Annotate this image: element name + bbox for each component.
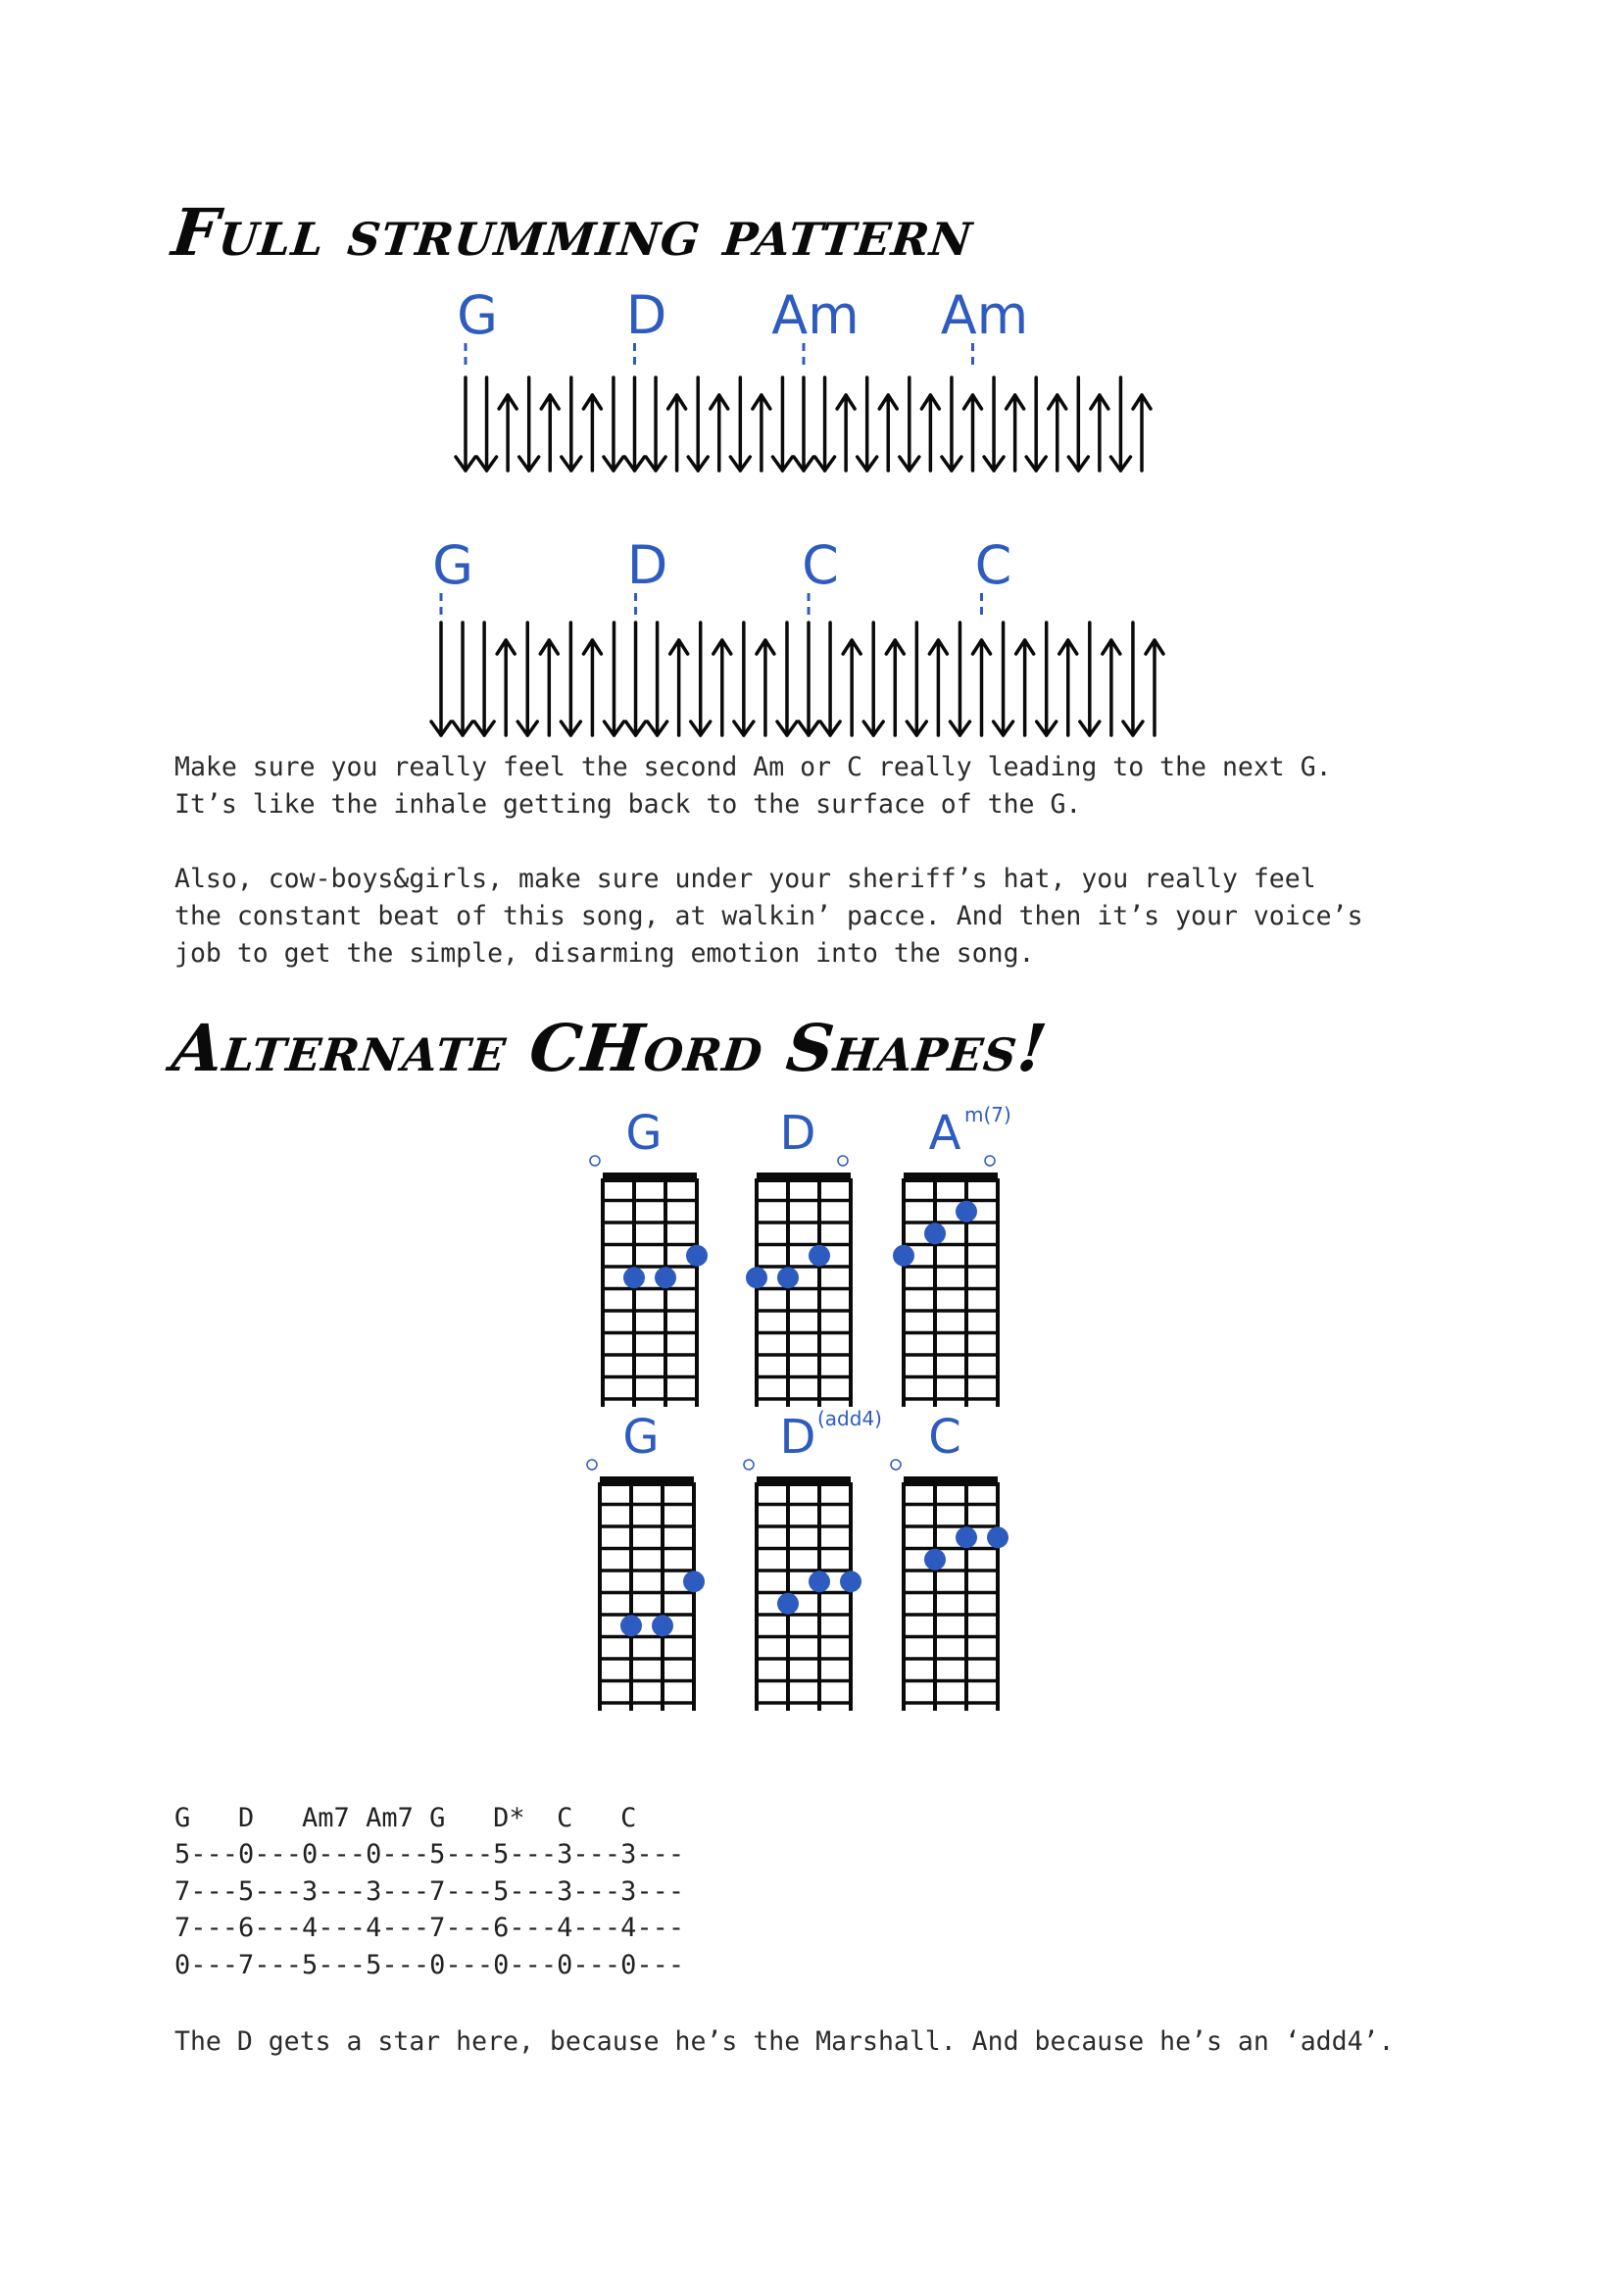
- chord-suffix: (add4): [817, 1407, 882, 1430]
- open-string-marker: [891, 1460, 901, 1470]
- down-arrow-icon: [950, 623, 969, 735]
- up-arrow-icon: [1146, 640, 1163, 735]
- strum-chord-label: G: [432, 534, 473, 596]
- nut: [757, 1476, 851, 1486]
- chord-diagram: [746, 1106, 853, 1407]
- chord-diagram: [587, 1410, 705, 1711]
- up-arrow-icon: [753, 395, 770, 471]
- finger-dot: [683, 1571, 705, 1592]
- open-string-marker: [985, 1156, 995, 1166]
- strumming-note-2: Also, cow-boys&girls, make sure under your sheriff’s hat, you really feel the constant beat of this song, at walkin’ pacce. And then it’s your voice’s job to get the simple, disarming emotion into the song.: [174, 864, 1363, 969]
- down-arrow-icon: [907, 623, 926, 735]
- up-arrow-icon: [1016, 640, 1034, 735]
- up-arrow-icon: [497, 640, 515, 735]
- chord-name: A: [928, 1106, 961, 1161]
- down-arrow-icon: [474, 623, 494, 735]
- chord-diagram: [590, 1106, 708, 1407]
- up-arrow-icon: [843, 640, 861, 735]
- nut: [603, 1173, 697, 1182]
- nut: [904, 1173, 998, 1182]
- up-arrow-icon: [583, 640, 601, 735]
- up-arrow-icon: [1059, 640, 1077, 735]
- up-arrow-icon: [964, 395, 982, 471]
- up-arrow-icon: [668, 395, 686, 471]
- finger-dot: [777, 1593, 799, 1615]
- open-string-marker: [587, 1460, 597, 1470]
- finger-dot: [652, 1615, 673, 1636]
- tab-string-2: 7---5---3---3---7---5---3---3---: [174, 1876, 685, 1907]
- strum-chord-label: C: [974, 534, 1012, 596]
- down-arrow-icon: [626, 623, 646, 735]
- down-arrow-icon: [604, 377, 623, 471]
- up-arrow-icon: [540, 640, 558, 735]
- finger-dot: [956, 1526, 977, 1548]
- up-arrow-icon: [1091, 395, 1108, 471]
- down-arrow-icon: [625, 377, 645, 471]
- chord-name: G: [622, 1410, 660, 1465]
- finger-dot: [840, 1571, 861, 1592]
- up-arrow-icon: [929, 640, 947, 735]
- strum-chord-label: D: [625, 284, 667, 346]
- finger-dot: [620, 1615, 642, 1636]
- finger-dot: [893, 1245, 914, 1267]
- finger-dot: [655, 1267, 676, 1288]
- finger-dot: [746, 1267, 767, 1288]
- finger-dot: [924, 1223, 946, 1244]
- up-arrow-icon: [1049, 395, 1066, 471]
- down-arrow-icon: [1037, 623, 1057, 735]
- down-arrow-icon: [858, 377, 877, 471]
- down-arrow-icon: [1123, 623, 1143, 735]
- down-arrow-icon: [456, 377, 475, 471]
- down-arrow-icon: [688, 377, 708, 471]
- down-arrow-icon: [734, 623, 754, 735]
- open-string-marker: [590, 1156, 600, 1166]
- strumming-note-1: Make sure you really feel the second Am or C really leading to the next G. It’s like the inhale getting back to the surface of the G.: [174, 752, 1332, 820]
- finger-dot: [809, 1571, 830, 1592]
- down-arrow-icon: [562, 377, 581, 471]
- chord-diagrams: [0, 1088, 1623, 1735]
- down-arrow-icon: [942, 377, 961, 471]
- down-arrow-icon: [863, 623, 883, 735]
- down-arrow-icon: [794, 377, 813, 471]
- chord-name: C: [928, 1410, 961, 1465]
- down-arrow-icon: [900, 377, 919, 471]
- up-arrow-icon: [711, 395, 728, 471]
- strum-chord-label: G: [457, 284, 498, 346]
- strum-chord-label: Am: [940, 284, 1029, 346]
- up-arrow-icon: [1103, 640, 1120, 735]
- nut: [757, 1173, 851, 1182]
- finger-dot: [623, 1267, 645, 1288]
- finger-dot: [924, 1549, 946, 1571]
- chord-suffix: m(7): [964, 1103, 1011, 1126]
- up-arrow-icon: [921, 395, 939, 471]
- chord-name: D: [779, 1106, 816, 1161]
- strum-chord-label: D: [626, 534, 668, 596]
- up-arrow-icon: [1007, 395, 1024, 471]
- finger-dot: [956, 1201, 977, 1223]
- up-arrow-icon: [886, 640, 904, 735]
- down-arrow-icon: [561, 623, 580, 735]
- down-arrow-icon: [777, 623, 797, 735]
- down-arrow-icon: [1026, 377, 1046, 471]
- up-arrow-icon: [879, 395, 897, 471]
- up-arrow-icon: [837, 395, 855, 471]
- tab-string-4: 0---7---5---5---0---0---0---0---: [174, 1950, 685, 1980]
- down-arrow-icon: [799, 623, 818, 735]
- down-arrow-icon: [477, 377, 497, 471]
- strumming-pattern: [0, 284, 1623, 745]
- strum-chord-label: Am: [771, 284, 860, 346]
- down-arrow-icon: [517, 623, 537, 735]
- down-arrow-icon: [815, 377, 835, 471]
- chord-diagram: [744, 1407, 882, 1711]
- up-arrow-icon: [583, 395, 601, 471]
- down-arrow-icon: [431, 623, 451, 735]
- up-arrow-icon: [670, 640, 688, 735]
- open-string-marker: [744, 1460, 754, 1470]
- strumming-heading: Full strumming pattern: [168, 194, 977, 271]
- down-arrow-icon: [820, 623, 840, 735]
- down-arrow-icon: [984, 377, 1004, 471]
- chord-diagram: [893, 1103, 1011, 1407]
- tab-string-1: 5---0---0---0---5---5---3---3---: [174, 1839, 685, 1870]
- nut: [600, 1476, 694, 1486]
- down-arrow-icon: [604, 623, 623, 735]
- down-arrow-icon: [648, 623, 667, 735]
- finger-dot: [809, 1245, 830, 1267]
- tab-string-3: 7---6---4---4---7---6---4---4---: [174, 1913, 685, 1943]
- down-arrow-icon: [691, 623, 711, 735]
- up-arrow-icon: [1133, 395, 1151, 471]
- down-arrow-icon: [1110, 377, 1130, 471]
- up-arrow-icon: [713, 640, 731, 735]
- tab-footnote: The D gets a star here, because he’s the Marshall. And because he’s an ‘add4’.: [174, 2026, 1395, 2057]
- chord-shapes-heading: Alternate CHord Shapes!: [168, 1010, 1052, 1086]
- finger-dot: [777, 1267, 799, 1288]
- down-arrow-icon: [730, 377, 750, 471]
- strum-chord-label: C: [802, 534, 839, 596]
- up-arrow-icon: [757, 640, 774, 735]
- down-arrow-icon: [772, 377, 792, 471]
- down-arrow-icon: [519, 377, 539, 471]
- down-arrow-icon: [453, 623, 472, 735]
- up-arrow-icon: [499, 395, 516, 471]
- down-arrow-icon: [1068, 377, 1088, 471]
- nut: [904, 1476, 998, 1486]
- up-arrow-icon: [973, 640, 991, 735]
- down-arrow-icon: [646, 377, 665, 471]
- chord-name: G: [625, 1106, 663, 1161]
- chord-diagram: [891, 1410, 1008, 1711]
- down-arrow-icon: [994, 623, 1013, 735]
- finger-dot: [987, 1526, 1008, 1548]
- tab-chord-line: G D Am7 Am7 G D* C C: [174, 1803, 637, 1833]
- finger-dot: [686, 1245, 708, 1267]
- chord-name: D: [779, 1410, 816, 1465]
- down-arrow-icon: [1080, 623, 1100, 735]
- open-string-marker: [838, 1156, 848, 1166]
- up-arrow-icon: [541, 395, 559, 471]
